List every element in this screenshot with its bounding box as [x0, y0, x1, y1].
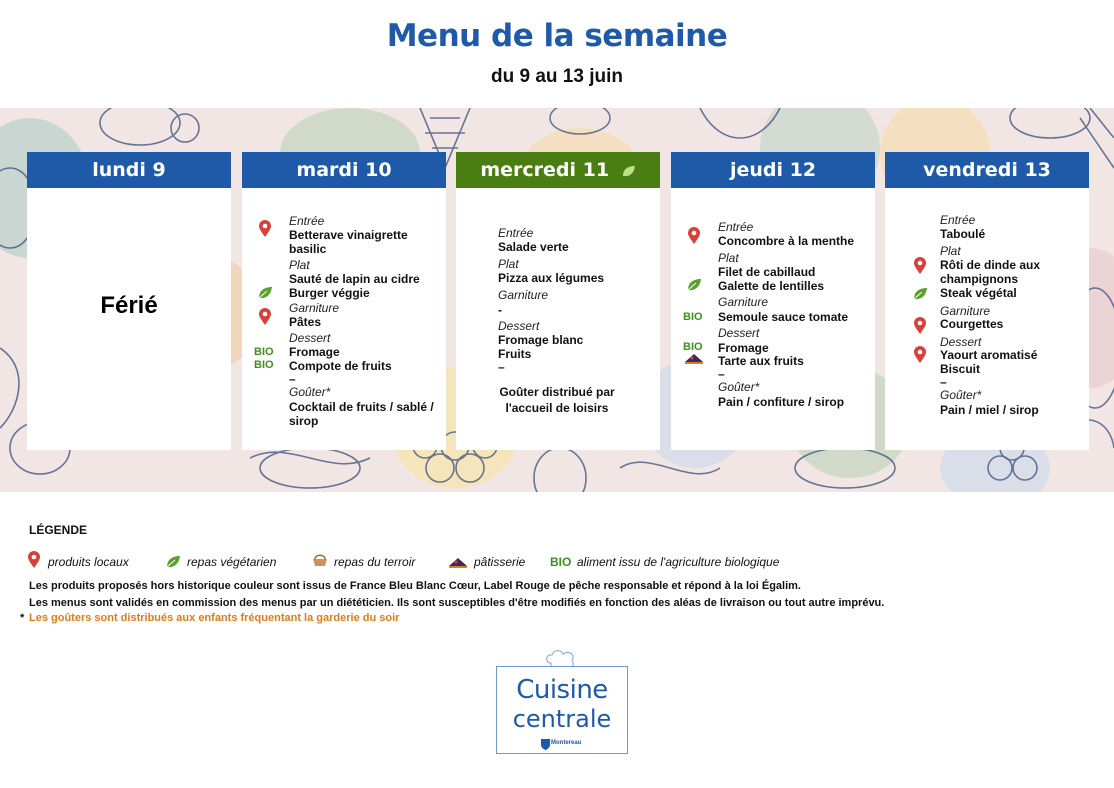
page-title: Menu de la semaine [386, 18, 728, 54]
plat-dish: Pizza aux légumes [498, 271, 605, 285]
plat-label: Plat [940, 244, 961, 258]
garniture-label: Garniture [940, 304, 991, 318]
dessert-dish-2: Compote de fruits [289, 359, 392, 373]
local-pin-icon [27, 551, 41, 569]
day-card-mardi [242, 152, 446, 450]
logo-line-2: centrale [512, 705, 612, 733]
legend-title: LÉGENDE [29, 523, 88, 537]
pastry-icon [448, 556, 468, 568]
gouter-label: Goûter* [289, 385, 331, 399]
dessert-dish-2: Fruits [498, 347, 532, 361]
day-card-lundi [27, 152, 231, 450]
dessert-dish-3: – [718, 367, 725, 381]
local-pin-icon [913, 257, 927, 275]
bio-badge: BIO [254, 359, 274, 371]
logo-line-1: Cuisine [516, 675, 608, 705]
gouter-note: Goûter distribué par l'accueil de loisirs [499, 385, 615, 415]
dessert-dish-3: – [940, 375, 947, 389]
dessert-dish-1: Fromage [718, 341, 769, 355]
day-header [456, 152, 660, 188]
entree-label: Entrée [289, 214, 325, 228]
local-pin-icon [258, 308, 272, 326]
leaf-icon [165, 555, 181, 569]
cuisine-centrale-logo [496, 666, 628, 754]
basket-icon [311, 553, 329, 567]
plat-dish-1: Filet de cabillaud [718, 265, 816, 279]
entree-dish: Concombre à la menthe [718, 234, 855, 248]
dessert-label: Dessert [718, 326, 760, 340]
dessert-dish-3: – [498, 360, 505, 374]
note-line-1: Les produits proposés hors historique couleur sont issus de France Bleu Blanc Cœur, Label Rouge de pêche responsable et répond à la loi Égalim. [29, 580, 801, 592]
note-line-3: Les goûters sont distribués aux enfants fréquentant la garderie du soir [29, 612, 400, 624]
dessert-label: Dessert [498, 319, 540, 333]
gouter-dish: Cocktail de fruits / sablé / sirop [289, 400, 434, 428]
bio-badge: BIO [683, 311, 703, 323]
entree-label: Entrée [940, 213, 976, 227]
day-card-vendredi [885, 152, 1089, 450]
dessert-label: Dessert [289, 331, 331, 345]
ferie-label: Férié [100, 292, 158, 319]
legend-vege: repas végétarien [187, 555, 277, 569]
logo-sub: Montereau [551, 740, 582, 746]
day-header: vendredi 13 [885, 152, 1089, 188]
dessert-dish-2: Tarte aux fruits [718, 354, 804, 368]
note-line-2: Les menus sont validés en commission des menus par un diététicien. Ils sont susceptibles d'être modifiés en fonction des aléas de livraison ou tout autre imprévu. [29, 597, 885, 609]
plat-dish-2: Steak végétal [940, 286, 1017, 300]
day-header: lundi 9 [27, 152, 231, 188]
garniture-label: Garniture [289, 301, 340, 315]
day-card-mercredi [456, 152, 660, 450]
entree-dish: Taboulé [940, 227, 986, 241]
legend-local: produits locaux [48, 555, 129, 569]
dessert-dish-1: Fromage blanc [498, 333, 584, 347]
day-header: jeudi 12 [671, 152, 875, 188]
dessert-dish-2: Biscuit [940, 362, 981, 376]
garniture-dish: - [498, 303, 502, 317]
note-star: * [20, 612, 25, 624]
plat-dish-2: Burger véggie [289, 286, 370, 300]
gouter-label: Goûter* [718, 380, 760, 394]
plat-dish-1: Sauté de lapin au cidre [289, 272, 420, 286]
bio-badge: BIO [254, 346, 274, 358]
legend-patisserie: pâtisserie [474, 555, 526, 569]
dessert-dish-1: Yaourt aromatisé [940, 348, 1038, 362]
day-header: mardi 10 [242, 152, 446, 188]
legend-terroir: repas du terroir [334, 555, 416, 569]
leaf-icon [622, 165, 636, 177]
local-pin-icon [913, 346, 927, 364]
dessert-dish-3: – [289, 372, 296, 386]
bio-badge: BIO [683, 341, 703, 353]
leaf-icon [912, 287, 928, 301]
plat-dish-1: Rôti de dinde aux champignons [940, 258, 1041, 286]
entree-dish: Betterave vinaigrette basilic [289, 228, 408, 256]
legend-bio: aliment issu de l'agriculture biologique [577, 555, 780, 569]
garniture-dish: Semoule sauce tomate [718, 310, 849, 324]
entree-label: Entrée [498, 226, 534, 240]
crest-icon [541, 739, 550, 750]
gouter-dish: Pain / confiture / sirop [718, 395, 845, 409]
local-pin-icon [258, 220, 272, 238]
pastry-icon [684, 352, 704, 364]
local-pin-icon [687, 227, 701, 245]
plat-label: Plat [718, 251, 739, 265]
day-header-label: mercredi 11 [480, 159, 610, 181]
page-subtitle: du 9 au 13 juin [491, 66, 623, 87]
entree-label: Entrée [718, 220, 754, 234]
day-card-jeudi [671, 152, 875, 450]
gouter-dish: Pain / miel / sirop [940, 403, 1039, 417]
leaf-icon [257, 286, 273, 300]
garniture-label: Garniture [718, 295, 769, 309]
leaf-icon [686, 278, 702, 292]
plat-label: Plat [498, 257, 519, 271]
plat-dish-2: Galette de lentilles [718, 279, 825, 293]
dessert-label: Dessert [940, 335, 982, 349]
legend-bio-tag: BIO [550, 555, 572, 569]
garniture-dish: Pâtes [289, 315, 322, 329]
gouter-label: Goûter* [940, 388, 982, 402]
garniture-label: Garniture [498, 288, 549, 302]
dessert-dish-1: Fromage [289, 345, 340, 359]
local-pin-icon [913, 317, 927, 335]
entree-dish: Salade verte [498, 240, 569, 254]
garniture-dish: Courgettes [940, 317, 1004, 331]
plat-label: Plat [289, 258, 310, 272]
